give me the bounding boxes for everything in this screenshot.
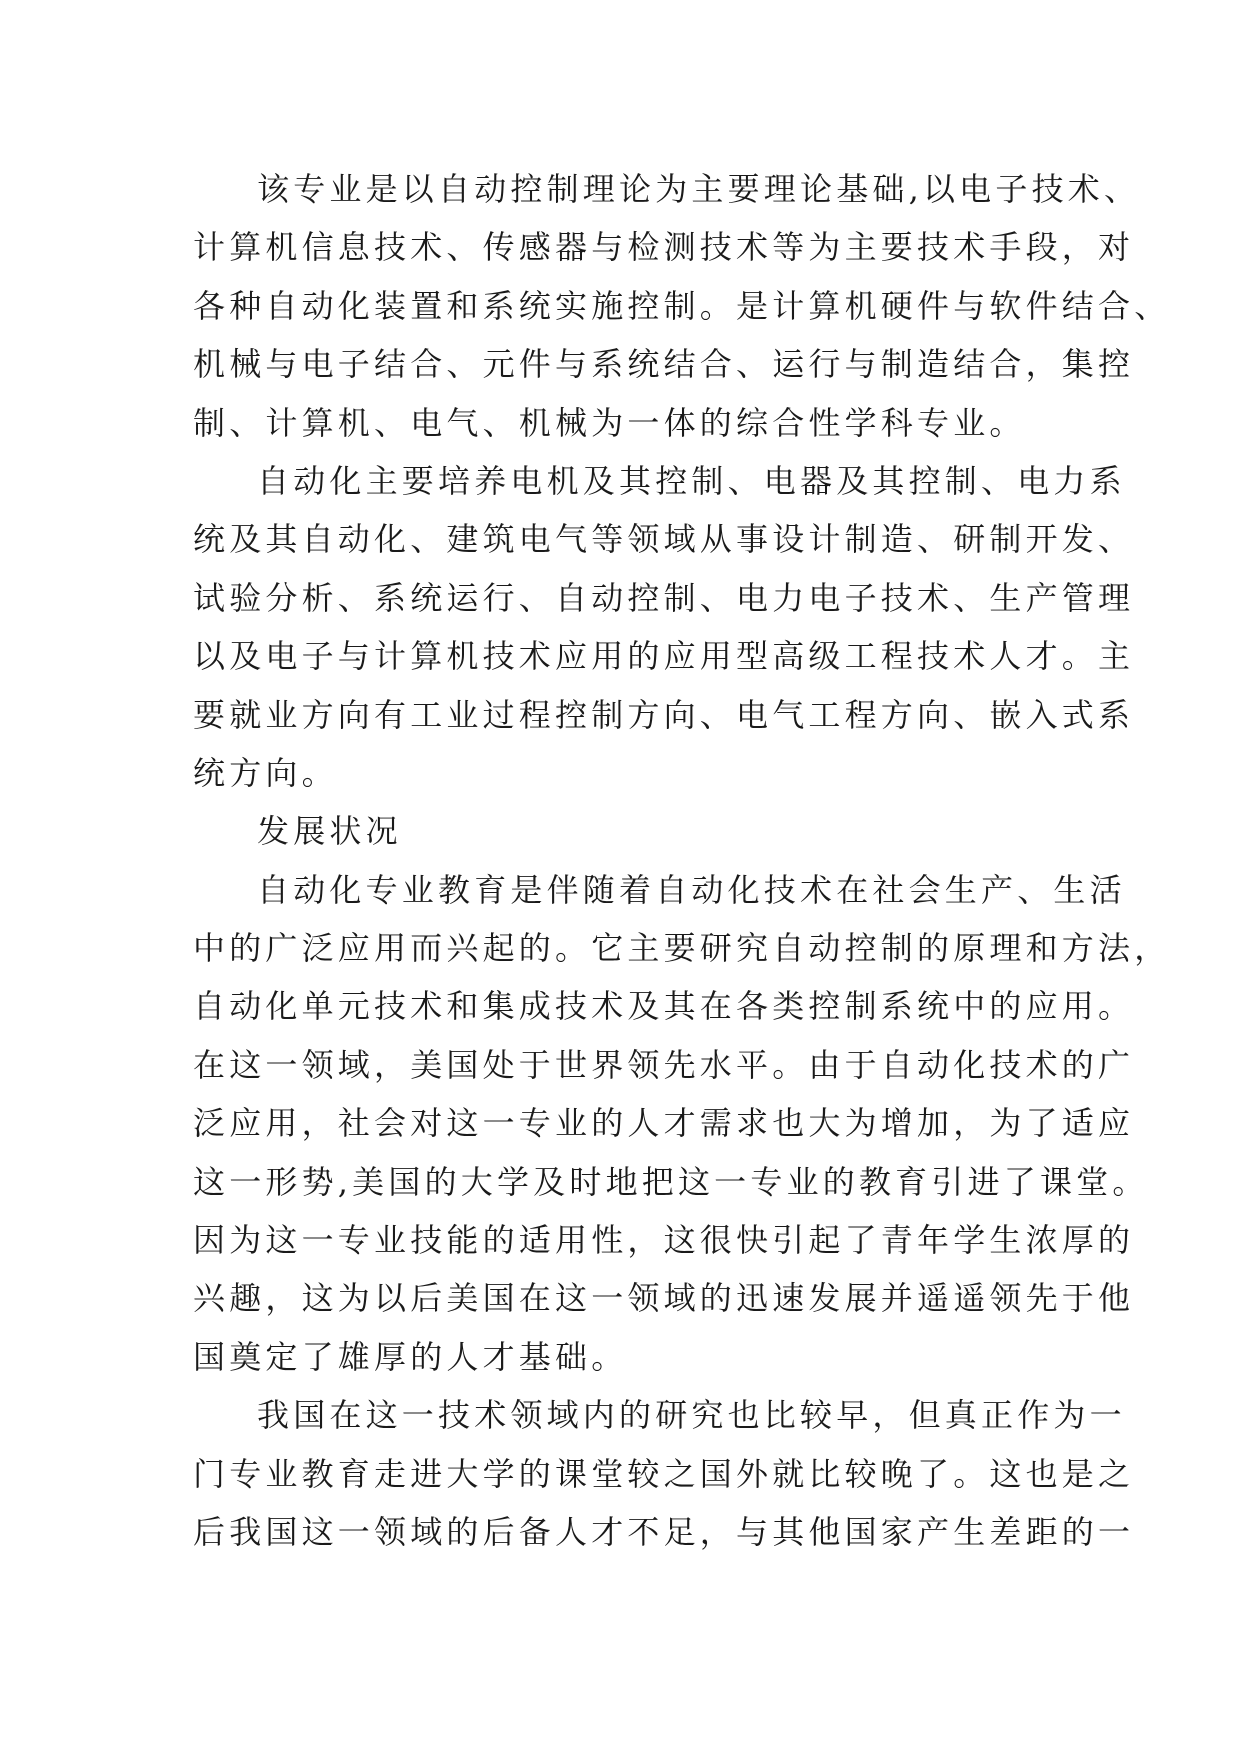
text-line: 要就业方向有工业过程控制方向、电气工程方向、嵌入式系 [193,695,1135,734]
text-line: 制、计算机、电气、机械为一体的综合性学科专业。 [193,403,1026,442]
text-line: 计算机信息技术、传感器与检测技术等为主要技术手段，对 [193,228,1135,267]
text-line: 兴趣，这为以后美国在这一领域的迅速发展并遥遥领先于他 [193,1279,1135,1318]
text-line: 以及电子与计算机技术应用的应用型高级工程技术人才。主 [193,637,1135,676]
text-line: 我国在这一技术领域内的研究也比较早，但真正作为一 [257,1396,1126,1435]
text-line: 国奠定了雄厚的人才基础。 [193,1337,628,1376]
body-text [193,160,1171,1561]
text-line: 门专业教育走进大学的课堂较之国外就比较晚了。这也是之 [193,1454,1135,1493]
text-line: 统及其自动化、建筑电气等领域从事设计制造、研制开发、 [193,520,1135,559]
text-line: 自动化单元技术和集成技术及其在各类控制系统中的应用。 [193,987,1135,1026]
text-line: 各种自动化装置和系统实施控制。是计算机硬件与软件结合、 [193,286,1171,325]
text-line: 在这一领域，美国处于世界领先水平。由于自动化技术的广 [193,1045,1135,1084]
text-line: 因为这一专业技能的适用性，这很快引起了青年学生浓厚的 [193,1221,1135,1260]
text-line: 统方向。 [193,753,338,792]
text-line: 该专业是以自动控制理论为主要理论基础,以电子技术、 [257,170,1141,208]
text-line: 后我国这一领域的后备人才不足，与其他国家产生差距的一 [193,1512,1135,1551]
text-line: 中的广泛应用而兴起的。它主要研究自动控制的原理和方法， [193,929,1171,968]
text-line: 自动化主要培养电机及其控制、电器及其控制、电力系 [257,461,1126,500]
text-line: 机械与电子结合、元件与系统结合、运行与制造结合，集控 [193,345,1135,384]
text-line: 自动化专业教育是伴随着自动化技术在社会生产、生活 [257,870,1126,909]
section-heading: 发展状况 [257,812,402,851]
text-line: 试验分析、系统运行、自动控制、电力电子技术、生产管理 [193,578,1135,617]
text-line: 这一形势,美国的大学及时地把这一专业的教育引进了课堂。 [193,1162,1149,1201]
text-line: 泛应用，社会对这一专业的人才需求也大为增加，为了适应 [193,1104,1135,1143]
